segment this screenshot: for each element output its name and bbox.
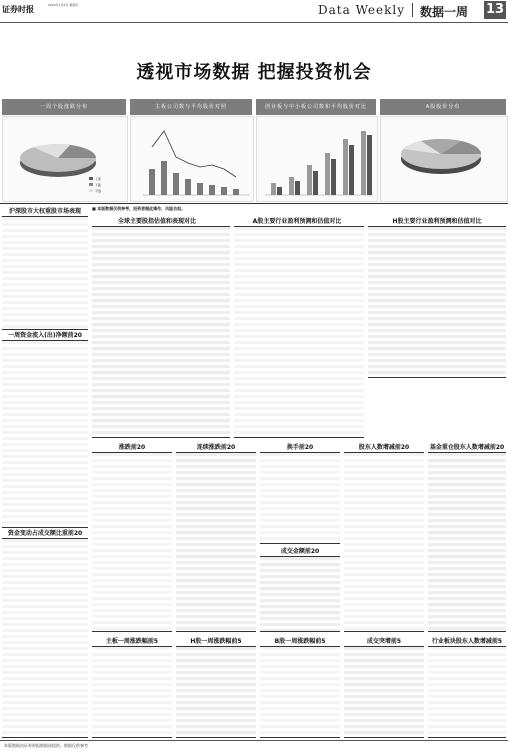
- row3-table-5: [428, 646, 506, 738]
- legend-down: 下跌: [95, 183, 102, 187]
- left-top-title: 沪深股市大权重股市场表现: [8, 208, 81, 215]
- global-index-table: [92, 226, 230, 438]
- main-board-panel: [130, 116, 254, 202]
- price-dist-panel: [380, 116, 508, 202]
- row3-title-3: B股一周涨跌幅前5: [274, 638, 326, 645]
- section-divider: [412, 3, 413, 17]
- page-header: [0, 0, 508, 23]
- left-top-table: [2, 216, 88, 330]
- panel-heading-distribution: 一周个股涨跌分布: [2, 99, 126, 115]
- panel-heading-main-board: 主板公司数与平均股价对照: [130, 99, 252, 115]
- row2-title-4: 股东人数增减前20: [358, 444, 410, 451]
- row2-table-4: [344, 452, 424, 632]
- row3-title-1: 主板一周涨跌幅前5: [105, 638, 159, 645]
- panel-heading-price-dist: A股股价分布: [380, 99, 506, 115]
- row2-title-3: 换手前20: [286, 444, 314, 451]
- row2-table-1: [92, 452, 172, 632]
- row2-title-5: 基金重仓股东人数增减前20: [429, 444, 505, 451]
- main-title: 透视市场数据 把握投资机会: [136, 62, 372, 83]
- row2-title-extra: 成交金额前20: [280, 548, 320, 555]
- legend-flat: 平盘: [95, 189, 102, 193]
- a-share-industry-table: [234, 226, 364, 438]
- row2-table-2: [176, 452, 256, 632]
- legend-up: 上涨: [95, 177, 102, 181]
- h-share-industry-table: [368, 226, 506, 378]
- divider: [0, 203, 508, 204]
- global-index-title: 全球主要股指估值和表现对比: [117, 218, 196, 225]
- main-board-chart: [131, 117, 253, 201]
- pie-chart: [3, 117, 127, 201]
- row2-title-1: 涨跌前20: [118, 444, 146, 451]
- row2-title-2: 连续涨跌前20: [196, 444, 236, 451]
- issue-date: 2014年1月5日 星期日: [48, 3, 79, 7]
- row3-table-4: [344, 646, 424, 738]
- row3-table-1: [92, 646, 172, 738]
- row3-title-5: 行业板块股东人数增减前5: [431, 638, 503, 645]
- row3-table-3: [260, 646, 340, 738]
- price-dist-pie: [381, 117, 507, 201]
- page-number: 13: [485, 2, 505, 17]
- row3-title-4: 成交突增前5: [366, 638, 402, 645]
- row2-table-extra: [260, 556, 340, 632]
- h-share-industry-title: H股主要行业盈利预测和估值对比: [392, 218, 482, 225]
- gem-sme-chart: [257, 117, 377, 201]
- row3-table-2: [176, 646, 256, 738]
- left-bot-title: 资金变动占成交额比重前20: [7, 530, 83, 537]
- section-title-cn: 数据一周: [420, 5, 469, 19]
- left-bot-table: [2, 538, 88, 738]
- row2-table-3: [260, 452, 340, 544]
- a-share-industry-title: A股主要行业盈利预测和估值对比: [252, 218, 342, 225]
- pie-panel: [2, 116, 128, 202]
- section-title-en: Data Weekly: [318, 3, 406, 17]
- row2-table-5: [428, 452, 506, 632]
- masthead: 证券时报: [2, 4, 34, 14]
- left-mid-table: [2, 340, 88, 528]
- panel-heading-gem-sme: 创业板与中小板公司数和平均股价对比: [256, 99, 376, 115]
- gem-sme-panel: [256, 116, 378, 202]
- notice: ■ 本版数据仅供参考，投资者据此操作，风险自担。: [92, 206, 186, 211]
- row3-title-2: H股一周涨跌幅前5: [190, 638, 242, 645]
- page-footer: 本版数据由证券时报数据部提供，数据仅供参考: [0, 740, 508, 751]
- left-mid-title: 一周资金流入(出)净额前20: [8, 332, 82, 339]
